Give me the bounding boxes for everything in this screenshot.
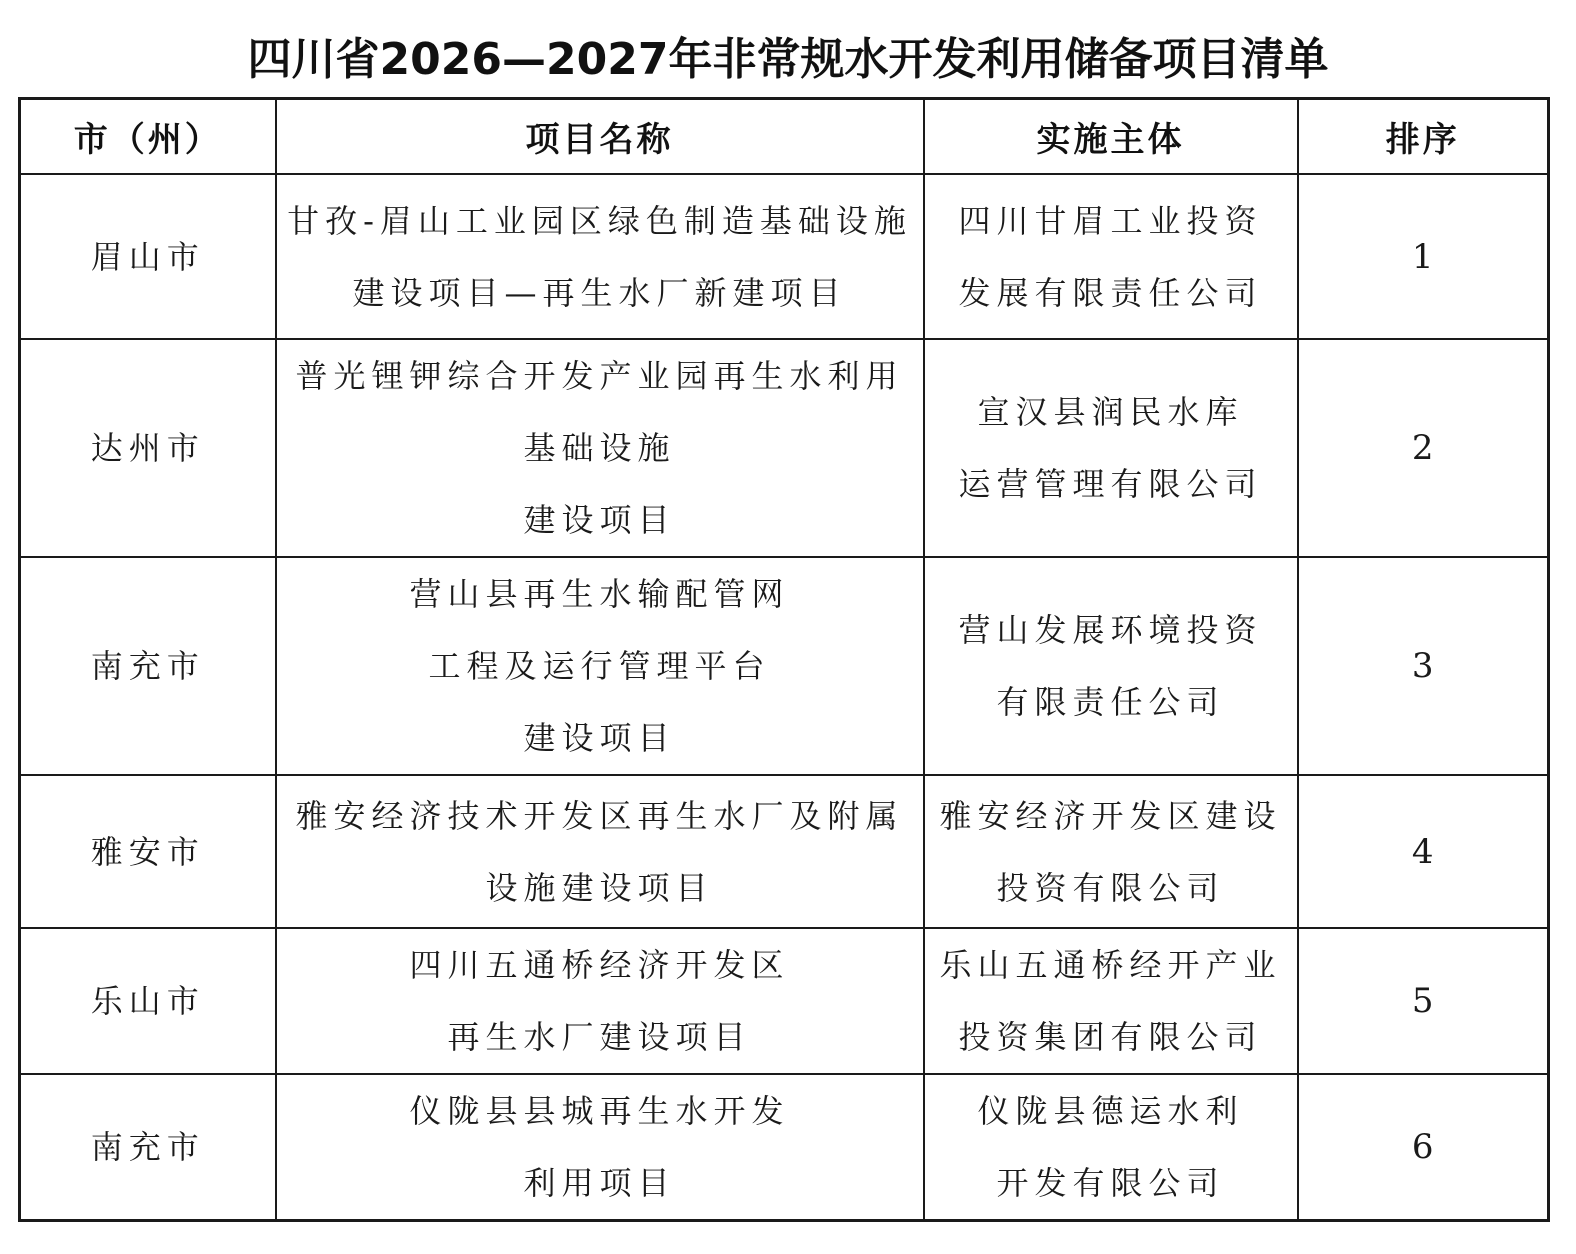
project-name-line: 四川五通桥经济开发区	[409, 946, 790, 984]
entity-line: 雅安经济开发区建设	[939, 796, 1282, 835]
header-city: 市（州）	[20, 99, 276, 175]
project-name-line: 再生水厂建设项目	[447, 1018, 752, 1056]
city-cell: 达州市	[20, 339, 276, 557]
entity-line: 投资有限公司	[996, 868, 1225, 907]
project-name-cell	[276, 1074, 924, 1221]
city-cell: 乐山市	[20, 928, 276, 1074]
project-name-line: 利用项目	[523, 1164, 676, 1202]
header-project-name: 项目名称	[276, 99, 924, 175]
city-cell: 南充市	[20, 1074, 276, 1221]
entity-line: 有限责任公司	[996, 683, 1225, 721]
entity-line: 乐山五通桥经开产业	[939, 946, 1282, 984]
project-name-line: 仪陇县县城再生水开发	[409, 1092, 790, 1130]
project-name-line: 建设项目	[523, 719, 676, 757]
project-name-cell	[276, 775, 924, 928]
project-name-cell	[276, 174, 924, 339]
project-name-line: 雅安经济技术开发区再生水厂及附属	[295, 796, 904, 835]
project-name-cell	[276, 557, 924, 775]
project-list-table	[18, 97, 1550, 1222]
entity-line: 投资集团有限公司	[958, 1018, 1263, 1056]
rank-cell: 4	[1298, 775, 1549, 928]
entity-line: 发展有限责任公司	[958, 273, 1263, 312]
entity-cell	[924, 174, 1298, 339]
city-cell: 眉山市	[20, 174, 276, 339]
rank-cell: 3	[1298, 557, 1549, 775]
project-name-line: 普光锂钾综合开发产业园再生水利用	[295, 357, 904, 395]
entity-line: 宣汉县润民水库	[977, 393, 1244, 431]
table-row	[20, 1074, 1549, 1221]
header-rank: 排序	[1298, 99, 1549, 175]
table-row	[20, 928, 1549, 1074]
project-name-line: 基础设施	[523, 429, 676, 467]
entity-cell	[924, 928, 1298, 1074]
project-name-line: 营山县再生水输配管网	[409, 575, 790, 613]
project-name-cell	[276, 928, 924, 1074]
city-cell: 雅安市	[20, 775, 276, 928]
entity-cell	[924, 339, 1298, 557]
entity-line: 营山发展环境投资	[958, 611, 1263, 649]
entity-line: 运营管理有限公司	[958, 465, 1263, 503]
table-row	[20, 339, 1549, 557]
project-name-line: 甘孜-眉山工业园区绿色制造基础设施	[287, 201, 912, 240]
entity-cell	[924, 775, 1298, 928]
rank-cell: 1	[1298, 174, 1549, 339]
rank-cell: 2	[1298, 339, 1549, 557]
entity-line: 四川甘眉工业投资	[958, 201, 1263, 240]
rank-cell: 5	[1298, 928, 1549, 1074]
entity-line: 仪陇县德运水利	[977, 1092, 1244, 1130]
project-name-line: 建设项目—再生水厂新建项目	[352, 273, 847, 312]
project-name-line: 建设项目	[523, 501, 676, 539]
rank-cell: 6	[1298, 1074, 1549, 1221]
project-name-cell	[276, 339, 924, 557]
project-name-line: 设施建设项目	[485, 868, 714, 907]
document-title: 四川省2026—2027年非常规水开发利用储备项目清单	[247, 34, 1329, 85]
table-row	[20, 775, 1549, 928]
entity-line: 开发有限公司	[996, 1164, 1225, 1202]
table-row	[20, 174, 1549, 339]
header-entity: 实施主体	[924, 99, 1298, 175]
project-name-line: 工程及运行管理平台	[428, 647, 771, 685]
entity-cell	[924, 557, 1298, 775]
entity-cell	[924, 1074, 1298, 1221]
table-header-row	[20, 99, 1549, 175]
table-row	[20, 557, 1549, 775]
city-cell: 南充市	[20, 557, 276, 775]
